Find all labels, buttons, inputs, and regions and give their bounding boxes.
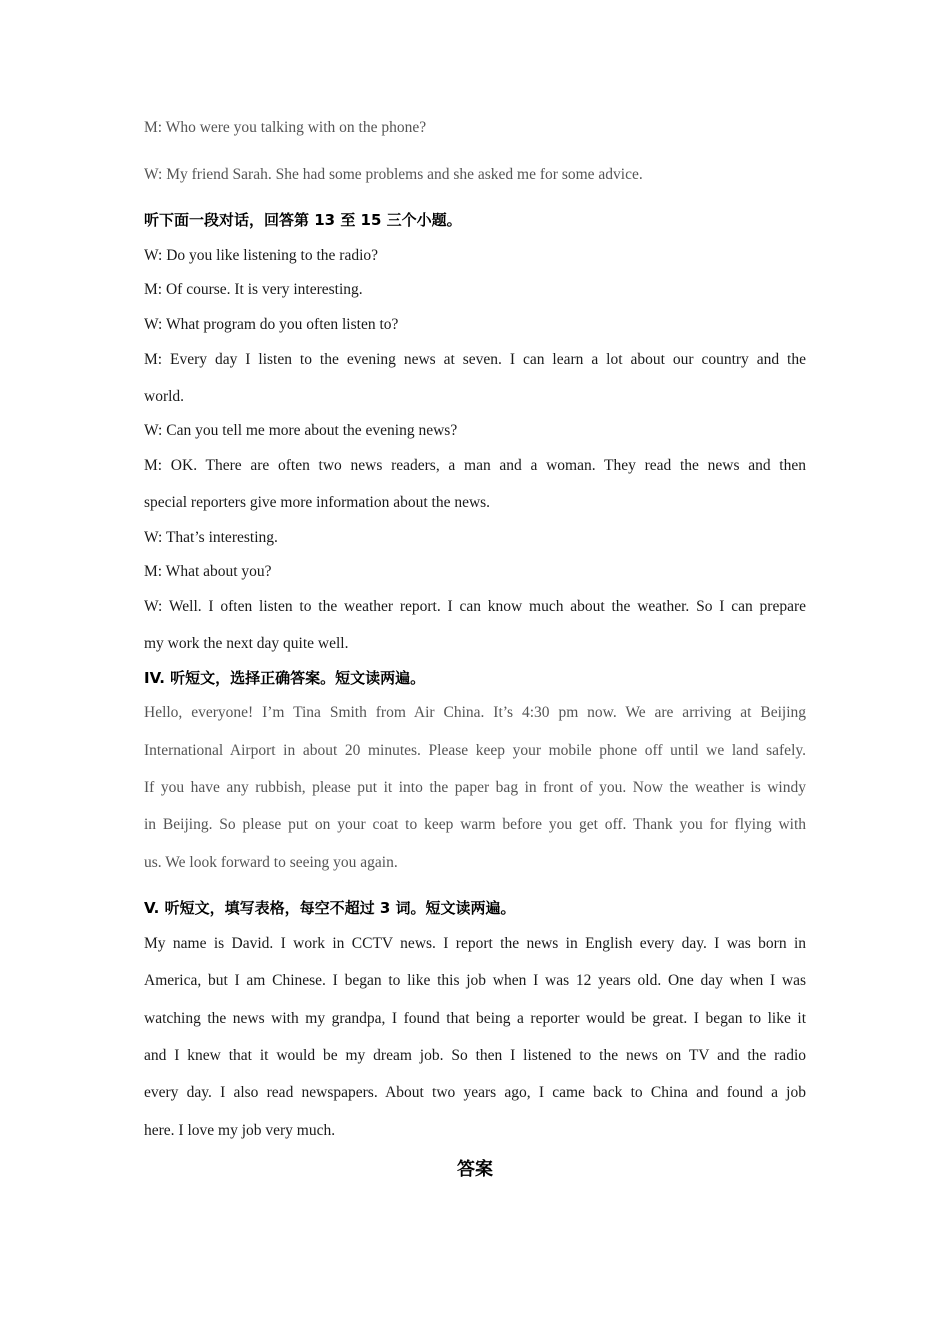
section-heading-v: V. 听短文，填写表格，每空不超过 3 词。短文读两遍。	[144, 899, 516, 917]
passage-line: Hello, everyone! I’m Tina Smith from Air China. It’s 4:30 pm now. We are arriving at Beijing	[144, 704, 806, 721]
dialogue-line: W: What program do you often listen to?	[144, 316, 399, 333]
passage-line: every day. I also read newspapers. About two years ago, I came back to China and found a job	[144, 1084, 806, 1101]
dialogue-line: W: That’s interesting.	[144, 529, 278, 546]
answer-title: 答案	[457, 1159, 493, 1180]
passage-line: My name is David. I work in CCTV news. I report the news in English every day. I was born in	[144, 935, 806, 952]
dialogue-line: M: OK. There are often two news readers, a man and a woman. They read the news and then	[144, 457, 806, 474]
dialogue-line: M: What about you?	[144, 563, 272, 580]
passage-line: America, but I am Chinese. I began to like this job when I was 12 years old. One day when I was	[144, 972, 806, 989]
passage-line: here. I love my job very much.	[144, 1122, 336, 1139]
dialogue-line: special reporters give more information about the news.	[144, 494, 491, 511]
passage-line: International Airport in about 20 minutes. Please keep your mobile phone off until we land safely.	[144, 742, 806, 759]
dialogue-line: W: Well. I often listen to the weather report. I can know much about the weather. So I can prepare	[144, 598, 806, 615]
passage-line: and I knew that it would be my dream job. So then I listened to the news on TV and the radio	[144, 1047, 806, 1064]
dialogue-line: W: Can you tell me more about the evening news?	[144, 422, 458, 439]
section-heading-13-15: 听下面一段对话，回答第 13 至 15 三个小题。	[144, 211, 462, 229]
dialogue-line: world.	[144, 388, 185, 405]
dialogue-line: W: My friend Sarah. She had some problems and she asked me for some advice.	[144, 166, 643, 183]
passage-line: in Beijing. So please put on your coat to keep warm before you get off. Thank you for flying with	[144, 816, 806, 833]
passage-line: If you have any rubbish, please put it into the paper bag in front of you. Now the weather is windy	[144, 779, 806, 796]
dialogue-line: M: Of course. It is very interesting.	[144, 281, 363, 298]
dialogue-line: my work the next day quite well.	[144, 635, 349, 652]
passage-line: us. We look forward to seeing you again.	[144, 854, 398, 871]
dialogue-line: M: Every day I listen to the evening news at seven. I can learn a lot about our country and the	[144, 351, 806, 368]
dialogue-line: M: Who were you talking with on the phone?	[144, 119, 427, 136]
section-heading-iv: IV. 听短文，选择正确答案。短文读两遍。	[144, 669, 426, 687]
dialogue-line: W: Do you like listening to the radio?	[144, 247, 379, 264]
passage-line: watching the news with my grandpa, I found that being a reporter would be great. I began to like it	[144, 1010, 806, 1027]
